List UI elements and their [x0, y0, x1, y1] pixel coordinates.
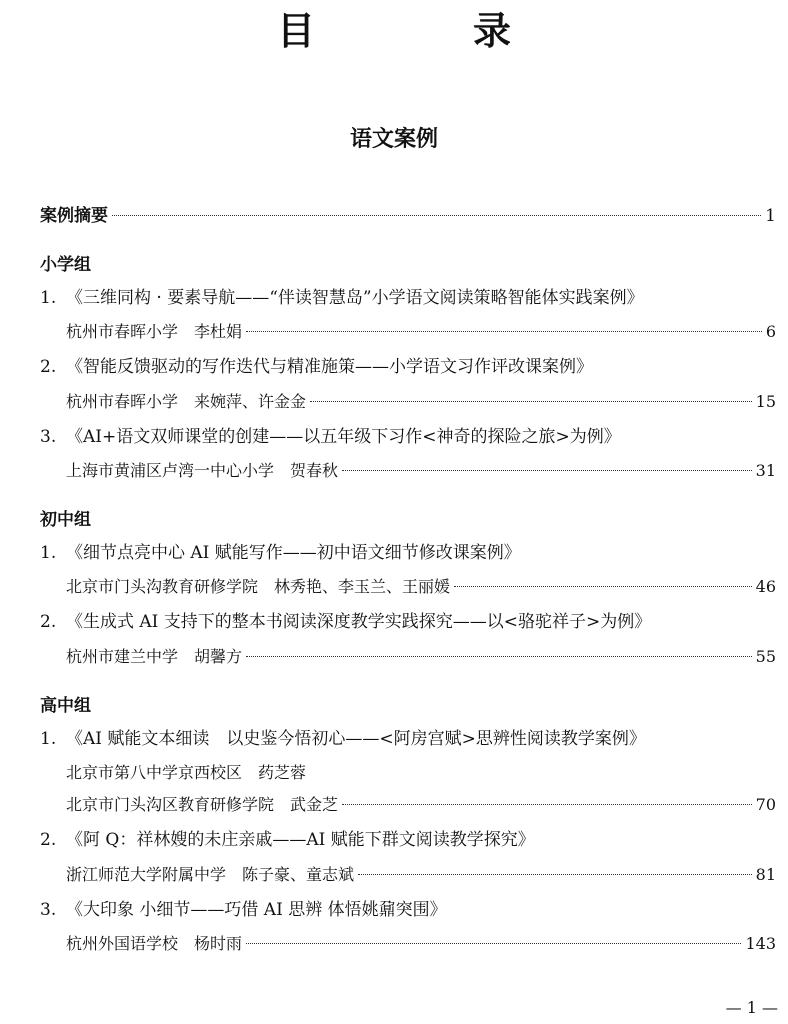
section-title: 语文案例 — [349, 127, 438, 152]
toc-entry-author[interactable] — [66, 458, 776, 484]
toc-entry-title[interactable] — [40, 354, 776, 380]
toc-entry-summary[interactable] — [40, 203, 776, 229]
leader-dots — [246, 331, 762, 332]
toc-entry-author[interactable] — [66, 644, 776, 670]
toc-entry-author[interactable] — [66, 319, 776, 345]
page-number: 46 — [755, 577, 776, 596]
group-heading-primary: 小学组 — [40, 255, 91, 275]
entry-author: 杭州市春晖小学 来婉萍、许金金 — [66, 392, 307, 411]
entry-author: 北京市第八中学京西校区 药芝蓉 — [66, 763, 307, 782]
toc-entry-title[interactable] — [40, 827, 776, 853]
entry-title: 《AI 赋能文本细读 以史鉴今悟初心——<阿房宫赋>思辨性阅读教学案例》 — [66, 729, 646, 749]
entry-number: 2. — [40, 830, 57, 850]
toc-entry-author[interactable] — [66, 792, 776, 818]
entry-title: 《生成式 AI 支持下的整本书阅读深度教学实践探究——以<骆驼祥子>为例》 — [66, 612, 652, 632]
entry-number: 2. — [40, 357, 57, 377]
entry-author: 上海市黄浦区卢湾一中心小学 贺春秋 — [66, 461, 339, 480]
entry-author: 杭州外国语学校 杨时雨 — [66, 934, 243, 953]
page-number: 81 — [755, 865, 776, 884]
entry-author: 北京市门头沟区教育研修学院 武金芝 — [66, 795, 339, 814]
page-number: 70 — [755, 795, 776, 814]
leader-dots — [310, 401, 752, 402]
entry-title: 《大印象 小细节——巧借 AI 思辨 体悟姚鼐突围》 — [66, 900, 447, 920]
entry-author: 北京市门头沟教育研修学院 林秀艳、李玉兰、王丽媛 — [66, 577, 451, 596]
page-footer-number: — 1 — — [725, 998, 778, 1017]
toc-entry-title[interactable] — [40, 897, 776, 923]
entry-number: 3. — [40, 427, 57, 447]
entry-number: 3. — [40, 900, 57, 920]
leader-dots — [246, 656, 752, 657]
group-heading-senior: 高中组 — [40, 696, 91, 716]
entry-label: 案例摘要 — [40, 206, 108, 226]
toc-entry-author[interactable] — [66, 862, 776, 888]
toc-entry-author[interactable] — [66, 389, 776, 415]
leader-dots — [342, 470, 752, 471]
page-number: 143 — [745, 934, 776, 953]
entry-title: 《三维同构 · 要素导航——“伴读智慧岛”小学语文阅读策略智能体实践案例》 — [66, 288, 644, 308]
entry-author: 杭州市建兰中学 胡馨方 — [66, 647, 243, 666]
page-number: 55 — [755, 647, 776, 666]
leader-dots — [358, 874, 752, 875]
leader-dots — [112, 215, 761, 216]
leader-dots — [342, 804, 752, 805]
entry-number: 1. — [40, 288, 57, 308]
entry-number: 1. — [40, 543, 57, 563]
toc-entry-title[interactable] — [40, 726, 776, 752]
entry-number: 1. — [40, 729, 57, 749]
page-number: 31 — [755, 461, 776, 480]
entry-author: 杭州市春晖小学 李杜娟 — [66, 322, 243, 341]
entry-number: 2. — [40, 612, 57, 632]
toc-entry-author[interactable] — [66, 760, 776, 786]
entry-title: 《阿 Q：祥林嫂的未庄亲戚——AI 赋能下群文阅读教学探究》 — [66, 830, 535, 850]
toc-entry-title[interactable] — [40, 540, 776, 566]
toc-entry-title[interactable] — [40, 609, 776, 635]
page-title: 目 录 — [276, 8, 571, 53]
entry-title: 《智能反馈驱动的写作迭代与精准施策——小学语文习作评改课案例》 — [66, 357, 593, 377]
page-number: 1 — [765, 206, 776, 226]
toc-entry-title[interactable] — [40, 285, 776, 311]
entry-author: 浙江师范大学附属中学 陈子豪、童志斌 — [66, 865, 355, 884]
leader-dots — [454, 586, 752, 587]
page-number: 6 — [765, 322, 776, 341]
leader-dots — [246, 943, 741, 944]
page-number: 15 — [755, 392, 776, 411]
entry-title: 《细节点亮中心 AI 赋能写作——初中语文细节修改课案例》 — [66, 543, 521, 563]
toc-entry-title[interactable] — [40, 424, 776, 450]
group-heading-junior: 初中组 — [40, 510, 91, 530]
entry-title: 《AI+语文双师课堂的创建——以五年级下习作<神奇的探险之旅>为例》 — [66, 427, 621, 447]
toc-entry-author[interactable] — [66, 931, 776, 957]
toc-entry-author[interactable] — [66, 574, 776, 600]
